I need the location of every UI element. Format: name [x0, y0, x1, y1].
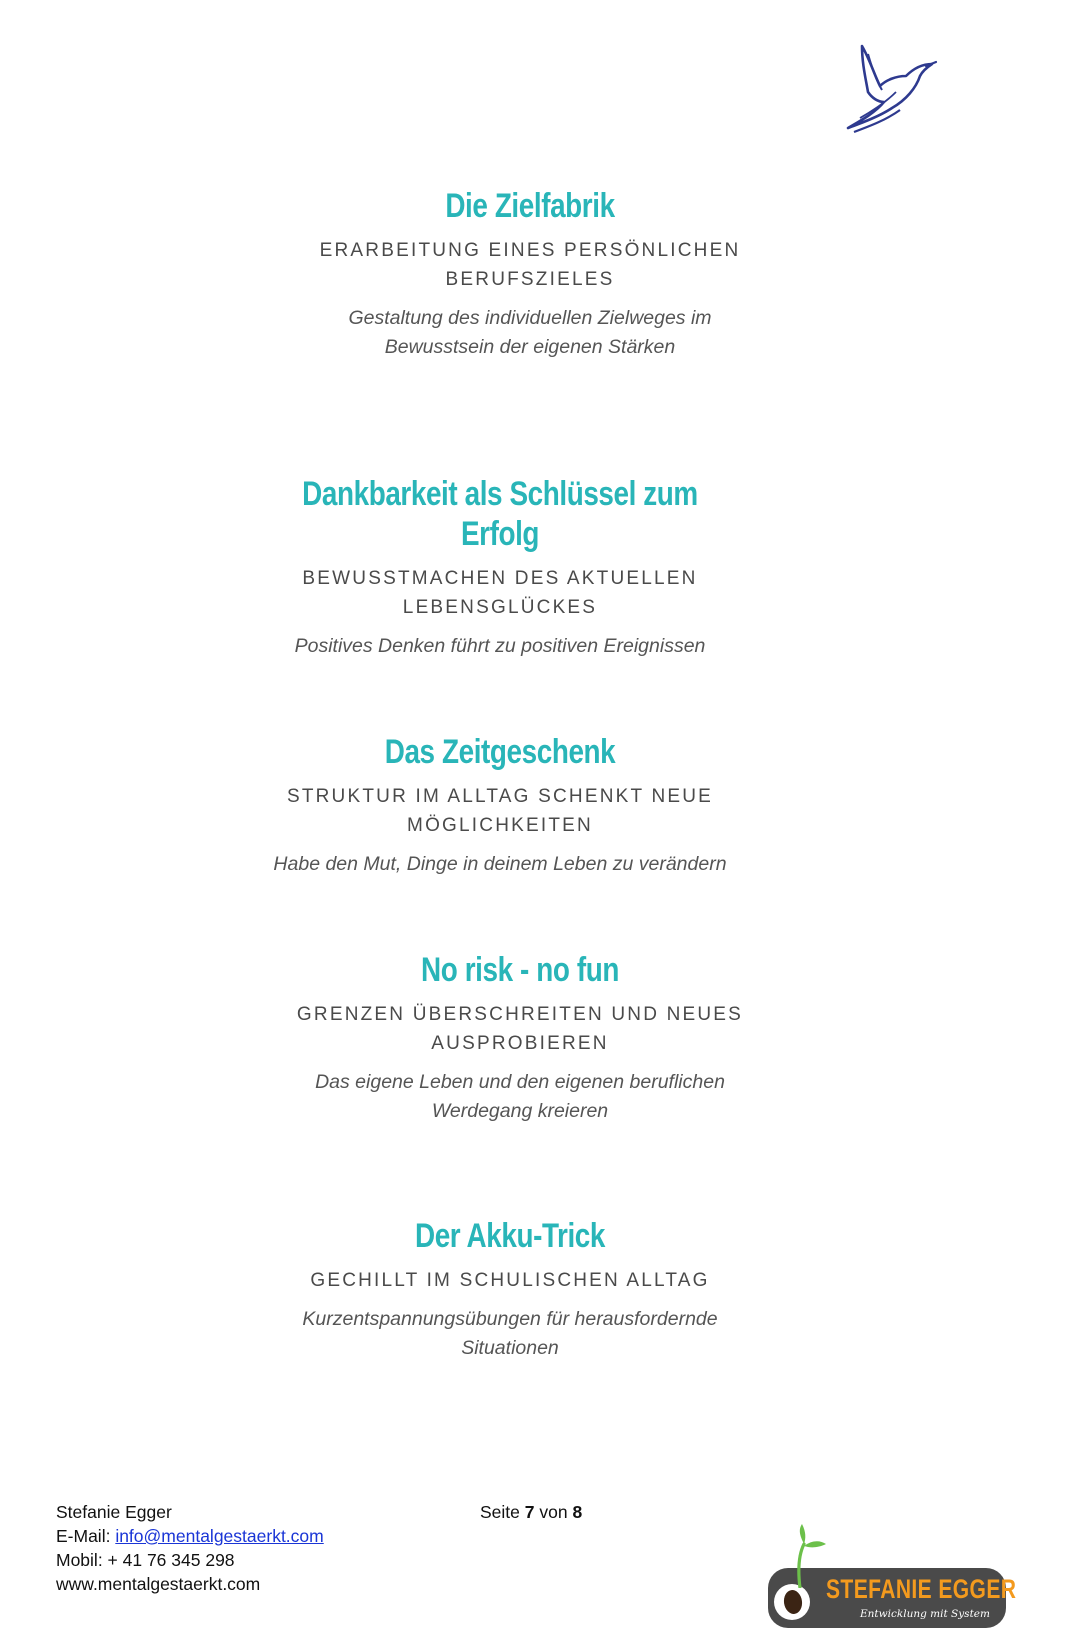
- section-dankbarkeit: [210, 474, 790, 661]
- logo-tagline: Entwicklung mit System: [860, 1608, 990, 1620]
- seed-icon: [772, 1582, 812, 1622]
- section-title: Dankbarkeit als Schlüssel zum Erfolg: [302, 475, 698, 553]
- section-subtitle: GRENZEN ÜBERSCHREITEN UND NEUES AUSPROBIEREN: [296, 1004, 744, 1054]
- section-subtitle: ERARBEITUNG EINES PERSÖNLICHEN BERUFSZIELES: [319, 240, 741, 290]
- section-akku-trick: [250, 1216, 770, 1363]
- section-zeitgeschenk: [220, 732, 780, 879]
- logo-name: STEFANIE EGGER: [826, 1574, 1017, 1604]
- stefanie-egger-logo: [760, 1520, 1017, 1632]
- footer-contact: [56, 1500, 324, 1596]
- section-title: Das Zeitgeschenk: [384, 733, 616, 771]
- dove-icon: [840, 40, 950, 140]
- section-title: Der Akku-Trick: [414, 1217, 606, 1255]
- section-subtitle: STRUKTUR IM ALLTAG SCHENKT NEUE MÖGLICHKEITEN: [286, 786, 714, 836]
- section-description: Das eigene Leben und den eigenen beruflichen Werdegang kreieren: [315, 1071, 725, 1122]
- footer-email-line: E-Mail: info@mentalgestaerkt.com: [56, 1526, 324, 1546]
- section-description: Positives Denken führt zu positiven Ereignissen: [294, 635, 706, 657]
- section-zielfabrik: [270, 186, 790, 362]
- footer-name: Stefanie Egger: [56, 1502, 172, 1522]
- section-description: Kurzentspannungsübungen für herausfordernde Situationen: [302, 1308, 718, 1359]
- section-subtitle: BEWUSSTMACHEN DES AKTUELLEN LEBENSGLÜCKES: [302, 568, 698, 618]
- section-subtitle: GECHILLT IM SCHULISCHEN ALLTAG: [310, 1270, 710, 1291]
- section-title: No risk - no fun: [421, 951, 619, 989]
- section-title: Die Zielfabrik: [445, 187, 615, 225]
- email-link[interactable]: info@mentalgestaerkt.com: [115, 1526, 324, 1546]
- sprout-icon: [784, 1524, 828, 1588]
- page-number: Seite 7 von 8: [480, 1502, 583, 1522]
- footer-phone: Mobil: + 41 76 345 298: [56, 1550, 235, 1570]
- footer-website: www.mentalgestaerkt.com: [56, 1574, 261, 1594]
- section-no-risk: [250, 950, 790, 1126]
- section-description: Gestaltung des individuellen Zielweges im Bewusstsein der eigenen Stärken: [348, 307, 712, 358]
- section-description: Habe den Mut, Dinge in deinem Leben zu verändern: [273, 853, 727, 875]
